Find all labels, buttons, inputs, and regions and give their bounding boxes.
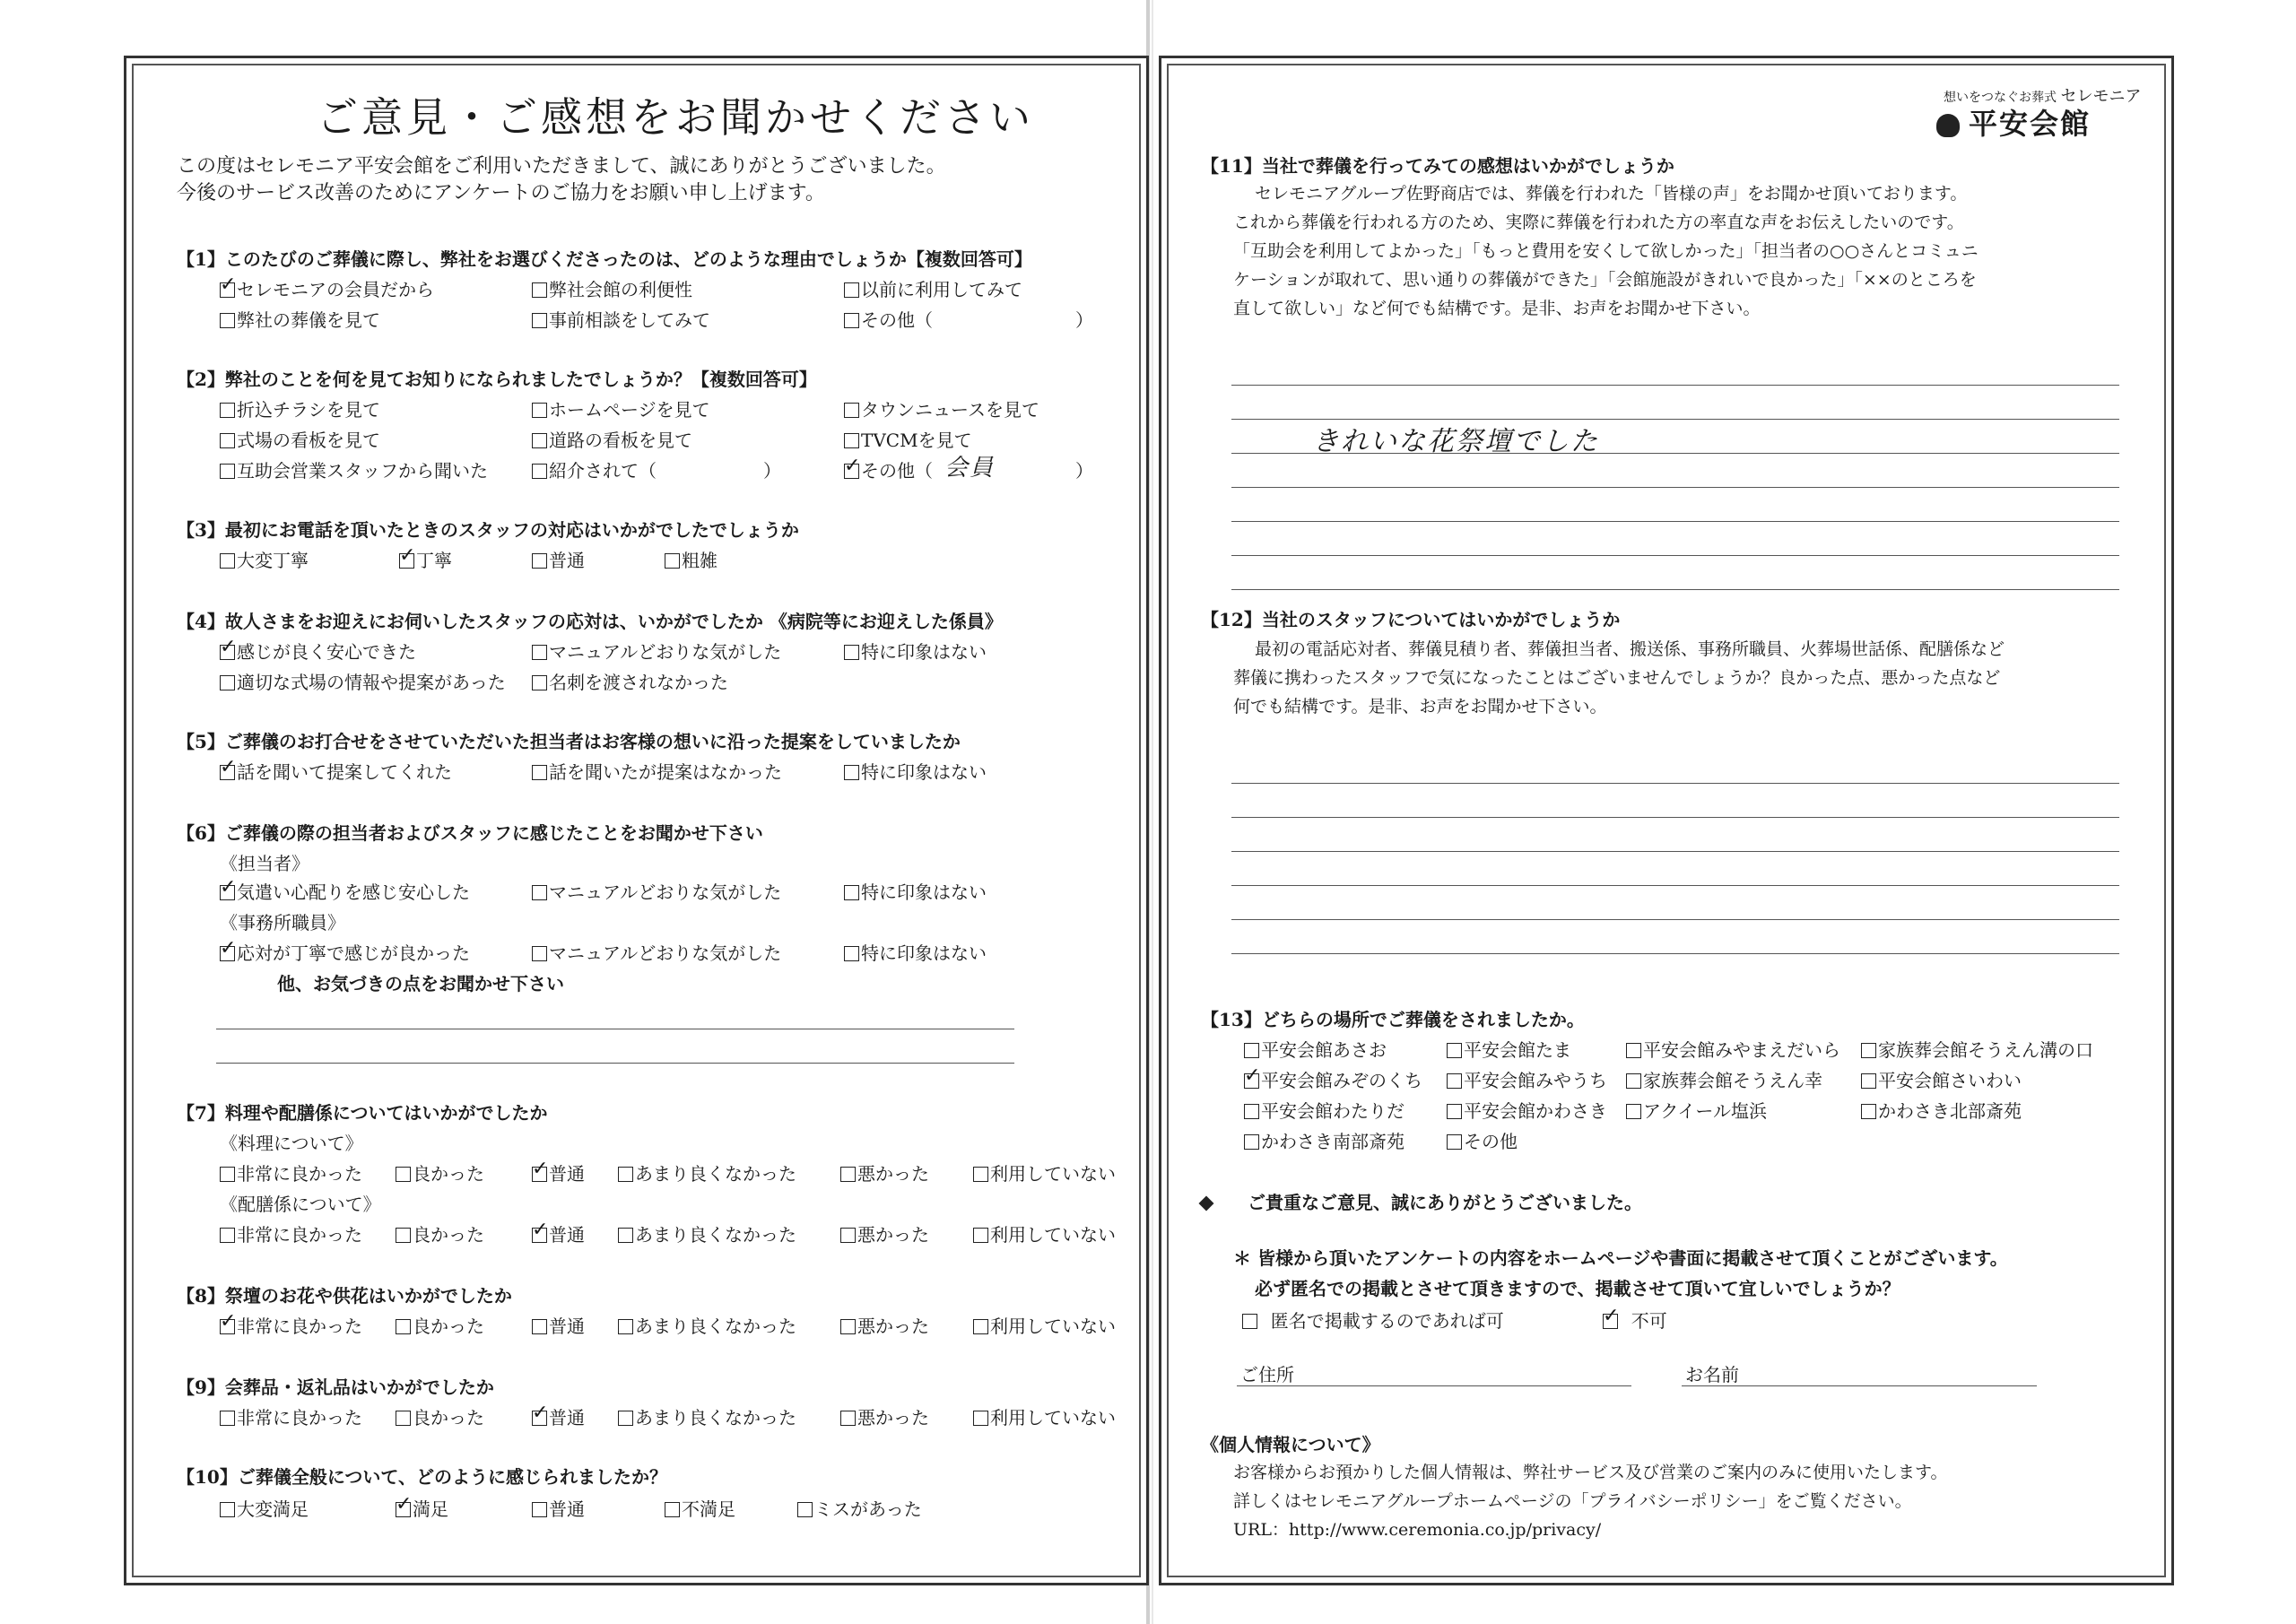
checkbox[interactable] <box>220 1228 235 1243</box>
checkbox[interactable] <box>220 885 235 900</box>
consent-option-anonymous-ok[interactable]: 匿名で掲載するのであれば可 <box>1242 1307 1504 1333</box>
q6-office-option-no-impression[interactable]: 特に印象はない <box>844 939 987 965</box>
q2-option-town-news[interactable]: タウンニュースを見て <box>844 395 1039 421</box>
checkbox[interactable] <box>840 1319 856 1334</box>
q11-body-line-5: 直して欲しい」など何でも結構です。是非、お声をお聞かせ下さい。 <box>1233 299 1761 318</box>
q10-option-normal[interactable]: 普通 <box>532 1495 585 1521</box>
q5-option-proposal[interactable]: ✓話を聞いて提案してくれた <box>220 758 452 784</box>
q13-option-tama[interactable]: 平安会館たま <box>1447 1036 1571 1062</box>
checkbox[interactable] <box>1447 1134 1462 1150</box>
q10-title: 【10】ご葬儀全般について、どのように感じられましたか？ <box>177 1466 668 1488</box>
q8-option-not-good[interactable]: あまり良くなかった <box>618 1312 796 1338</box>
q2-referral-close: ） <box>763 460 781 482</box>
q7-server-option-very-good[interactable]: 非常に良かった <box>220 1220 362 1246</box>
q3-option-rude[interactable]: 粗雑 <box>665 546 718 572</box>
q1-option-consultation[interactable]: 事前相談をしてみて <box>532 306 710 332</box>
privacy-line-1: お客様からお預かりした個人情報は、弊社サービス及び営業のご案内のみに使用いたします。 <box>1233 1463 1948 1482</box>
checkbox[interactable] <box>399 553 414 569</box>
q2-option-other[interactable]: ✓ その他（ <box>844 456 933 482</box>
q9-option-very-good[interactable]: 非常に良かった <box>220 1403 362 1429</box>
q13-option-kawasaki[interactable]: 平安会館かわさき <box>1447 1097 1607 1123</box>
lotus-icon <box>1936 114 1960 137</box>
address-label: ご住所 <box>1240 1364 1294 1385</box>
checkbox[interactable] <box>973 1319 988 1334</box>
checkbox[interactable] <box>532 1502 547 1517</box>
q7-server-option-not-good[interactable]: あまり良くなかった <box>618 1220 796 1246</box>
name-label: お名前 <box>1685 1364 1739 1385</box>
checkbox[interactable] <box>973 1411 988 1426</box>
checkbox[interactable] <box>532 464 547 479</box>
q7-server-option-normal[interactable]: ✓ 普通 <box>532 1220 585 1246</box>
q9-option-not-good[interactable]: あまり良くなかった <box>618 1403 796 1429</box>
q4-option-felt-safe[interactable]: ✓感じが良く安心できた <box>220 638 416 664</box>
q3-option-very-polite[interactable]: 大変丁寧 <box>220 546 309 572</box>
q8-title: 【8】祭壇のお花や供花はいかがでしたか <box>177 1285 512 1307</box>
checkbox[interactable] <box>220 1411 235 1426</box>
q7-food-option-not-good[interactable]: あまり良くなかった <box>618 1159 796 1185</box>
q1-option-other[interactable]: その他（ <box>844 306 933 332</box>
q8-option-good[interactable]: 良かった <box>396 1312 484 1338</box>
q2-option-homepage[interactable]: ホームページを見て <box>532 395 710 421</box>
q7-server-option-good[interactable]: 良かった <box>396 1220 484 1246</box>
name-field[interactable] <box>1682 1385 2037 1386</box>
checkbox[interactable] <box>973 1228 988 1243</box>
checkbox[interactable] <box>532 1167 547 1182</box>
q12-comment-line[interactable] <box>1231 851 2119 852</box>
q2-title: 【2】弊社のことを何を見てお知りになられましたでしょうか？【複数回答可】 <box>177 369 817 390</box>
q2-option-road-sign[interactable]: 道路の看板を見て <box>532 426 692 452</box>
checkbox[interactable] <box>1447 1043 1462 1058</box>
q12-comment-line[interactable] <box>1231 783 2119 784</box>
privacy-line-2: 詳しくはセレモニアグループホームページの「プライバシーポリシー」をご覧ください。 <box>1233 1491 1912 1511</box>
consent-option-not-allowed[interactable]: ✓ 不可 <box>1603 1307 1667 1333</box>
q11-handwritten-answer: きれいな花祭壇でした <box>1312 426 1599 457</box>
q5-option-no-impression[interactable]: 特に印象はない <box>844 758 987 784</box>
q1-option-convenience[interactable]: 弊社会館の利便性 <box>532 275 692 301</box>
checkbox[interactable] <box>532 765 547 780</box>
q6-office-option-manual[interactable]: マニュアルどおりな気がした <box>532 939 781 965</box>
q12-title: 【12】当社のスタッフについてはいかがでしょうか <box>1201 609 1621 630</box>
checkbox[interactable] <box>220 403 235 418</box>
q6-subheading-staff: 《担当者》 <box>220 853 309 874</box>
q12-body-line-1: 最初の電話応対者、葬儀見積り者、葬儀担当者、搬送係、事務所職員、火葬場世話係、配膳係など <box>1255 639 2005 659</box>
q8-option-bad[interactable]: 悪かった <box>840 1312 929 1338</box>
checkbox[interactable] <box>1447 1104 1462 1119</box>
q6-staff-option-manual[interactable]: マニュアルどおりな気がした <box>532 878 781 904</box>
checkbox[interactable] <box>797 1502 813 1517</box>
q1-option-used-before[interactable]: 以前に利用してみて <box>844 275 1022 301</box>
brand-tagline: 想いをつなぐお葬式 セレモニア <box>1944 87 2142 106</box>
checkbox[interactable] <box>220 464 235 479</box>
q12-comment-line[interactable] <box>1231 885 2119 886</box>
checkbox[interactable] <box>532 282 547 298</box>
checkbox[interactable] <box>396 1319 411 1334</box>
q10-option-dissatisfied[interactable]: 不満足 <box>665 1495 735 1521</box>
q3-option-polite[interactable]: ✓ 丁寧 <box>399 546 452 572</box>
checkbox[interactable] <box>1603 1314 1618 1329</box>
q1-option-member[interactable]: ✓セレモニアの会員だから <box>220 275 434 301</box>
q9-option-normal[interactable]: ✓ 普通 <box>532 1403 585 1429</box>
checkbox[interactable] <box>973 1167 988 1182</box>
q12-body-line-2: 葬儀に携わったスタッフで気になったことはございませんでしょうか？良かった点、悪かった点など <box>1233 668 2001 688</box>
checkbox[interactable] <box>1861 1073 1876 1089</box>
q13-option-kawasaki-north[interactable]: かわさき北部斎苑 <box>1861 1097 2022 1123</box>
checkbox[interactable] <box>844 765 859 780</box>
q13-option-mizonokuchi[interactable]: ✓平安会館みぞのくち <box>1244 1066 1422 1092</box>
checkbox[interactable] <box>396 1411 411 1426</box>
checkbox[interactable] <box>1861 1104 1876 1119</box>
q7-server-option-bad[interactable]: 悪かった <box>840 1220 929 1246</box>
checkbox[interactable] <box>532 645 547 660</box>
checkbox[interactable] <box>840 1167 856 1182</box>
q7-food-option-normal[interactable]: ✓ 普通 <box>532 1159 585 1185</box>
checkbox[interactable] <box>220 765 235 780</box>
q5-title: 【5】ご葬儀のお打合せをさせていただいた担当者はお客様の想いに沿った提案をしていましたか <box>177 731 961 752</box>
checkbox[interactable] <box>220 313 235 328</box>
q6-office-option-polite[interactable]: ✓応対が丁寧で感じが良かった <box>220 939 470 965</box>
checkbox[interactable] <box>532 403 547 418</box>
q11-comment-line[interactable] <box>1231 521 2119 522</box>
q6-staff-option-care[interactable]: ✓気遣い心配りを感じ安心した <box>220 878 470 904</box>
q9-title: 【9】会葬品・返礼品はいかがでしたか <box>177 1376 494 1398</box>
checkbox[interactable] <box>618 1167 633 1182</box>
q6-staff-option-no-impression[interactable]: 特に印象はない <box>844 878 987 904</box>
q7-subheading-server: 《配膳係について》 <box>220 1194 381 1215</box>
q8-option-very-good[interactable]: ✓非常に良かった <box>220 1312 362 1338</box>
checkbox[interactable] <box>220 946 235 961</box>
q11-comment-line[interactable] <box>1231 555 2119 556</box>
q12-body-line-3: 何でも結構です。是非、お声をお聞かせ下さい。 <box>1233 697 1607 716</box>
q1-option-saw-funeral[interactable]: 弊社の葬儀を見て <box>220 306 380 332</box>
q7-food-option-good[interactable]: 良かった <box>396 1159 484 1185</box>
q4-option-no-card[interactable]: 名刺を渡されなかった <box>532 668 728 694</box>
q2-option-venue-sign[interactable]: 式場の看板を見て <box>220 426 380 452</box>
q6-comment-line[interactable] <box>216 1063 1014 1064</box>
q12-comment-line[interactable] <box>1231 953 2119 954</box>
right-page <box>1159 56 2174 1585</box>
thanks-message: ご貴重なご意見、誠にありがとうございました。 <box>1201 1188 1642 1214</box>
q13-title: 【13】どちらの場所でご葬儀をされましたか。 <box>1201 1009 1585 1030</box>
q13-option-saiwai[interactable]: 平安会館さいわい <box>1861 1066 2022 1092</box>
survey-title: ご意見・ご感想をお聞かせください <box>317 93 1034 142</box>
q12-comment-line[interactable] <box>1231 919 2119 920</box>
checkbox[interactable] <box>844 433 859 448</box>
q4-option-no-impression[interactable]: 特に印象はない <box>844 638 987 664</box>
q11-body-line-3: 「互助会を利用してよかった」「もっと費用を安くして欲しかった」「担当者の○○さんとコミュニ <box>1233 241 1979 261</box>
checkbox[interactable] <box>618 1228 633 1243</box>
checkbox[interactable] <box>220 1319 235 1334</box>
intro-line-1: この度はセレモニア平安会館をご利用いただきまして、誠にありがとうございました。 <box>177 155 946 178</box>
q6-subheading-office: 《事務所職員》 <box>220 912 345 934</box>
privacy-url[interactable]: URL：http://www.ceremonia.co.jp/privacy/ <box>1233 1520 1602 1540</box>
q5-option-no-proposal[interactable]: 話を聞いたが提案はなかった <box>532 758 782 784</box>
q11-body-line-2: これから葬儀を行われる方のため、実際に葬儀を行われた方の率直な声をお伝えしたいのです。 <box>1233 213 1964 232</box>
q7-subheading-food: 《料理について》 <box>220 1133 363 1154</box>
checkbox[interactable] <box>220 282 235 298</box>
q1-other-close: ） <box>1075 309 1093 331</box>
q10-option-mistake[interactable]: ミスがあった <box>797 1495 922 1521</box>
q2-option-flyer[interactable]: 折込チラシを見て <box>220 395 380 421</box>
checkbox[interactable] <box>618 1411 633 1426</box>
q2-option-sales-staff[interactable]: 互助会営業スタッフから聞いた <box>220 456 488 482</box>
q13-option-accueil-shiohama[interactable]: アクイール塩浜 <box>1626 1097 1767 1123</box>
checkbox[interactable] <box>532 885 547 900</box>
q11-body-line-1: セレモニアグループ佐野商店では、葬儀を行われた「皆様の声」をお聞かせ頂いております。 <box>1255 184 1968 204</box>
checkbox[interactable] <box>532 1228 547 1243</box>
consent-line-2: 必ず匿名での掲載とさせて頂きますので、掲載させて頂いて宜しいでしょうか？ <box>1255 1278 1900 1299</box>
checkbox[interactable] <box>1626 1043 1641 1058</box>
consent-line-1: ＊ 皆様から頂いたアンケートの内容をホームページや書面に掲載させて頂くことがございます。 <box>1233 1247 2008 1269</box>
checkbox[interactable] <box>532 1319 547 1334</box>
checkbox[interactable] <box>1861 1043 1876 1058</box>
q6-title: 【6】ご葬儀の際の担当者およびスタッフに感じたことをお聞かせ下さい <box>177 822 763 844</box>
q13-option-other[interactable]: その他 <box>1447 1127 1518 1153</box>
checkbox[interactable] <box>1626 1104 1641 1119</box>
q2-option-referral[interactable]: 紹介されて（ <box>532 456 657 482</box>
checkbox[interactable] <box>1244 1134 1259 1150</box>
q11-comment-line[interactable] <box>1231 385 2119 386</box>
checkbox[interactable] <box>840 1411 856 1426</box>
q13-option-kawasaki-south[interactable]: かわさき南部斎苑 <box>1244 1127 1405 1153</box>
checkbox[interactable] <box>396 1502 411 1517</box>
q2-other-close: ） <box>1075 460 1093 482</box>
q6-other-label: 他、お気づきの点をお聞かせ下さい <box>277 973 564 994</box>
checkbox[interactable] <box>220 645 235 660</box>
q7-title: 【7】料理や配膳係についてはいかがでしたか <box>177 1102 548 1124</box>
checkbox[interactable] <box>844 464 859 479</box>
q4-option-manual[interactable]: マニュアルどおりな気がした <box>532 638 781 664</box>
q7-server-option-not-used[interactable]: 利用していない <box>973 1220 1116 1246</box>
checkbox[interactable] <box>1244 1104 1259 1119</box>
checkbox[interactable] <box>396 1228 411 1243</box>
privacy-title: 《個人情報について》 <box>1201 1434 1380 1455</box>
q12-comment-line[interactable] <box>1231 817 2119 818</box>
checkbox[interactable] <box>844 282 859 298</box>
q7-food-option-very-good[interactable]: 非常に良かった <box>220 1159 362 1185</box>
q4-title: 【4】故人さまをお迎えにお伺いしたスタッフの応対は、いかがでしたか 《病院等にお迎えした係員》 <box>177 611 1003 632</box>
checkbox[interactable] <box>1244 1043 1259 1058</box>
checkbox[interactable] <box>618 1319 633 1334</box>
q13-option-asao[interactable]: 平安会館あさお <box>1244 1036 1387 1062</box>
checkbox[interactable] <box>840 1228 856 1243</box>
q7-food-option-bad[interactable]: 悪かった <box>840 1159 929 1185</box>
checkbox[interactable] <box>1626 1073 1641 1089</box>
checkbox[interactable] <box>665 553 680 569</box>
q8-option-normal[interactable]: 普通 <box>532 1312 585 1338</box>
brand-logo: 平安会館 <box>1936 101 2091 143</box>
q3-title: 【3】最初にお電話を頂いたときのスタッフの対応はいかがでしたでしょうか <box>177 519 799 541</box>
checkbox[interactable] <box>532 1411 547 1426</box>
checkbox[interactable] <box>844 313 859 328</box>
checkbox[interactable] <box>532 553 547 569</box>
q13-option-miyauchi[interactable]: 平安会館みやうち <box>1447 1066 1607 1092</box>
q9-option-good[interactable]: 良かった <box>396 1403 484 1429</box>
checkbox[interactable] <box>396 1167 411 1182</box>
q7-food-option-not-used[interactable]: 利用していない <box>973 1159 1116 1185</box>
q8-option-not-used[interactable]: 利用していない <box>973 1312 1116 1338</box>
q2-other-handwritten: 会員 <box>944 455 996 482</box>
q10-option-very-satisfied[interactable]: 大変満足 <box>220 1495 309 1521</box>
checkbox[interactable] <box>844 645 859 660</box>
checkbox[interactable] <box>1447 1073 1462 1089</box>
checkbox[interactable] <box>532 675 547 690</box>
q11-comment-line[interactable] <box>1231 453 2119 454</box>
q13-option-souen-mizonokuchi[interactable]: 家族葬会館そうえん溝の口 <box>1861 1036 2093 1062</box>
checkbox[interactable] <box>844 403 859 418</box>
q13-option-miyamaedaira[interactable]: 平安会館みやまえだいら <box>1626 1036 1840 1062</box>
q10-option-satisfied[interactable]: ✓ 満足 <box>396 1495 448 1521</box>
checkbox[interactable] <box>532 946 547 961</box>
q13-option-watarida[interactable]: 平安会館わたりだ <box>1244 1097 1405 1123</box>
q13-option-souen-saiwai[interactable]: 家族葬会館そうえん幸 <box>1626 1066 1822 1092</box>
q9-option-not-used[interactable]: 利用していない <box>973 1403 1116 1429</box>
address-field[interactable] <box>1237 1385 1631 1386</box>
q11-comment-line[interactable] <box>1231 487 2119 488</box>
q11-title: 【11】当社で葬儀を行ってみての感想はいかがでしょうか <box>1201 155 1674 177</box>
checkbox[interactable] <box>532 433 547 448</box>
checkbox[interactable] <box>220 553 235 569</box>
diamond-icon <box>1199 1196 1214 1211</box>
checkbox[interactable] <box>220 1502 235 1517</box>
left-page <box>124 56 1149 1585</box>
checkbox[interactable] <box>844 885 859 900</box>
checkbox[interactable] <box>220 433 235 448</box>
checkbox[interactable] <box>1242 1314 1257 1329</box>
q3-option-normal[interactable]: 普通 <box>532 546 585 572</box>
checkbox[interactable] <box>844 946 859 961</box>
q9-option-bad[interactable]: 悪かった <box>840 1403 929 1429</box>
checkbox[interactable] <box>220 1167 235 1182</box>
page-fold-shadow <box>1152 0 1153 1624</box>
q1-title: 【1】このたびのご葬儀に際し、弊社をお選びくださったのは、どのような理由でしょうか【複数回答可】 <box>177 248 1032 270</box>
q2-option-tvcm[interactable]: TVCMを見て <box>844 426 972 452</box>
intro-line-2: 今後のサービス改善のためにアンケートのご協力をお願い申し上げます。 <box>177 182 825 204</box>
q11-comment-line[interactable] <box>1231 589 2119 590</box>
checkbox[interactable] <box>532 313 547 328</box>
q11-body-line-4: ケーションが取れて、思い通りの葬儀ができた」「会館施設がきれいで良かった」「××のところを <box>1233 270 1977 290</box>
checkbox[interactable] <box>220 675 235 690</box>
q11-comment-line[interactable] <box>1231 419 2119 420</box>
checkbox[interactable] <box>1244 1073 1259 1089</box>
checkbox[interactable] <box>665 1502 680 1517</box>
q4-option-venue-info[interactable]: 適切な式場の情報や提案があった <box>220 668 506 694</box>
